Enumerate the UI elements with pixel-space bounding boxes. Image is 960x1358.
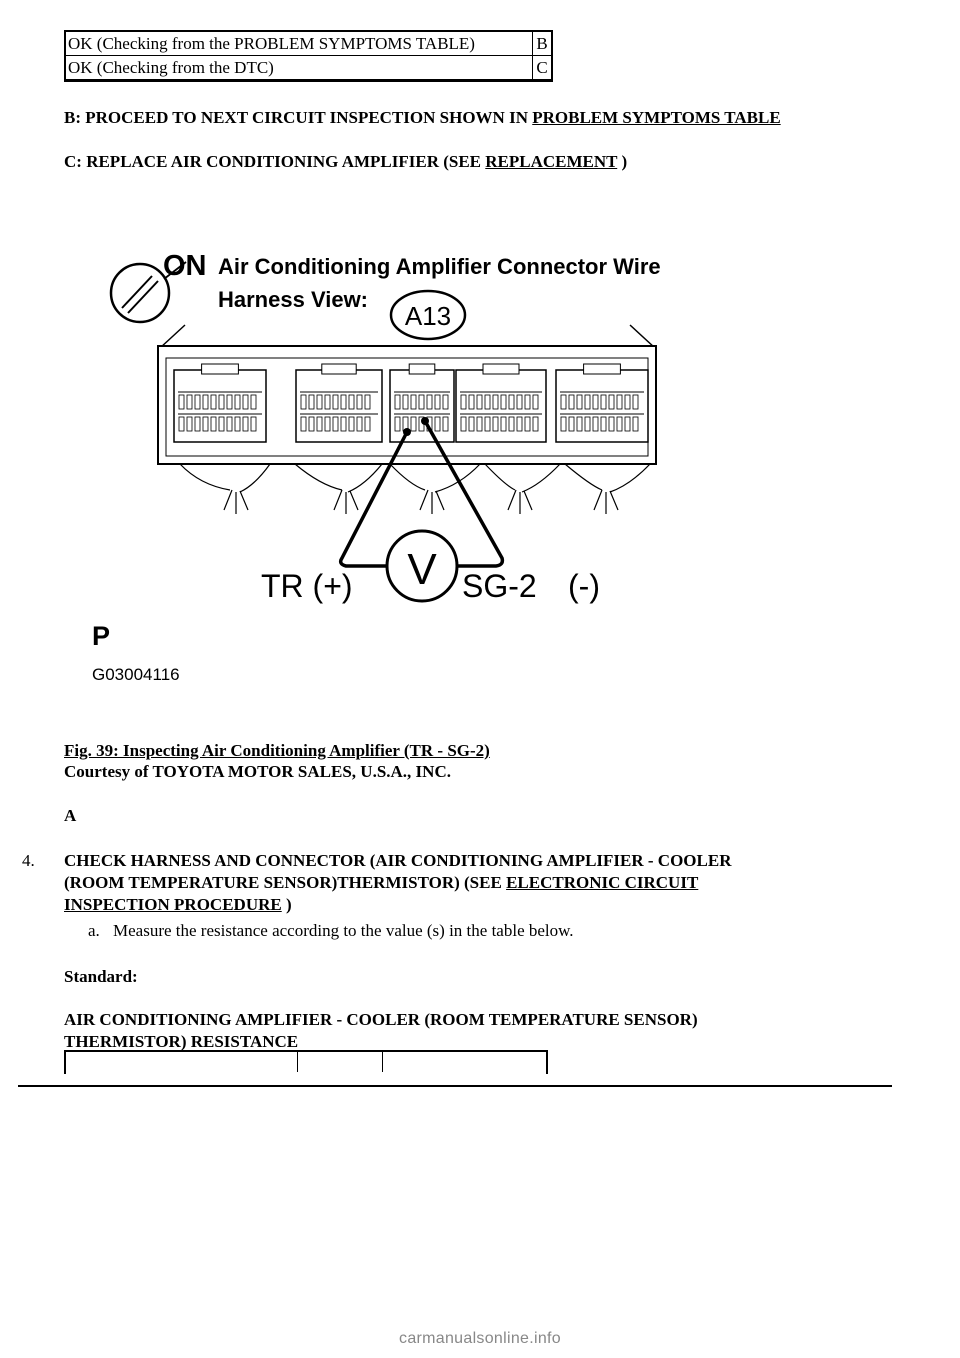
figure-mark: P [92,621,111,651]
resistance-table-title-line1: AIR CONDITIONING AMPLIFIER - COOLER (ROOM TEMPERATURE SENSOR) [64,1010,698,1029]
page-divider [18,1085,892,1087]
table-cell-result: C [533,56,553,81]
table-cell-condition: OK (Checking from the DTC) [65,56,533,81]
connector-diagram [90,240,750,690]
connector-housing [158,325,656,464]
connector-id: A13 [404,301,452,331]
step-4-line3: INSPECTION PROCEDURE ) [64,895,292,914]
voltmeter-icon [387,531,457,601]
figure-caption [64,741,490,761]
resistance-table-header [64,1050,548,1074]
result-c-text: C: REPLACE AIR CONDITIONING AMPLIFIER (SEE [64,152,486,171]
standard-label: Standard: [64,967,138,986]
step-4-heading [64,850,731,916]
terminal-tr-label: TR (+) [261,568,353,604]
substep-label: a. [88,921,100,940]
result-c-suffix: ) [617,152,628,171]
figure-code: G03004116 [92,665,180,684]
result-c-line [64,152,627,172]
result-a-label: A [64,806,77,825]
table-row [65,56,552,81]
table-cell-condition: OK (Checking from the PROBLEM SYMPTOMS TABLE) [65,31,533,56]
wire-harness [180,464,650,514]
diagram-subtitle: Harness View: [218,287,369,312]
figure-courtesy: Courtesy of TOYOTA MOTOR SALES, U.S.A., INC. [64,762,451,781]
figure-caption-link[interactable]: Fig. 39: Inspecting Air Conditioning Amplifier (TR - SG-2) [64,741,490,760]
watermark: carmanualsonline.info [399,1330,561,1347]
table-cell-result: B [533,31,553,56]
result-b-line [64,108,781,128]
diagram-title: Air Conditioning Amplifier Connector Wire [218,254,661,279]
step-4-line2: (ROOM TEMPERATURE SENSOR)THERMISTOR) (SEE ELECTRONIC CIRCUIT [64,873,699,892]
table-row [65,31,552,56]
step-4-line1: CHECK HARNESS AND CONNECTOR (AIR CONDITIONING AMPLIFIER - COOLER [64,851,732,870]
replacement-link[interactable]: REPLACEMENT [485,152,618,171]
electronic-circuit-link[interactable]: ELECTRONIC CIRCUIT [506,873,699,892]
terminal-sg2-sign: (-) [568,568,600,604]
voltmeter-symbol: V [407,545,437,594]
problem-symptoms-table-link[interactable]: PROBLEM SYMPTOMS TABLE [532,108,781,127]
inspection-procedure-link[interactable]: INSPECTION PROCEDURE [64,895,282,914]
result-b-text: B: PROCEED TO NEXT CIRCUIT INSPECTION SHOWN IN [64,108,533,127]
terminal-sg2-label: SG-2 [462,568,537,604]
ignition-label: ON [163,250,207,282]
resistance-table-title-line2: THERMISTOR) RESISTANCE [64,1032,299,1051]
resistance-table-title [64,1009,698,1053]
substep-text: Measure the resistance according to the value (s) in the table below. [113,921,574,940]
result-table [64,30,553,82]
step-number: 4. [22,851,35,870]
